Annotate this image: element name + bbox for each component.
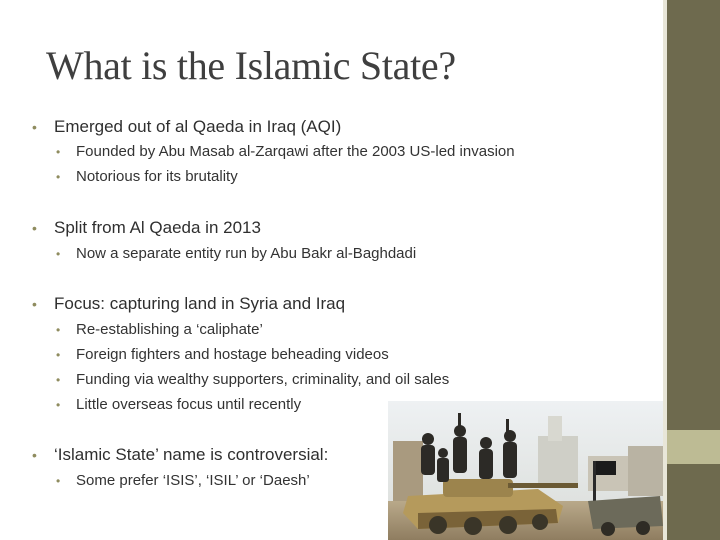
slide-title: What is the Islamic State? xyxy=(46,43,456,88)
sub-text: Founded by Abu Masab al-Zarqawi after the 2003 US-led invasion xyxy=(76,143,515,160)
photo-illustration xyxy=(388,401,663,540)
bullet-3-sub-4 xyxy=(56,396,301,413)
side-accent-block xyxy=(667,430,720,464)
sub-text: Funding via wealthy supporters, criminality, and oil sales xyxy=(76,371,450,388)
sub-text: Some prefer ‘ISIS’, ‘ISIL’ or ‘Daesh’ xyxy=(76,472,310,489)
bullet-3-sub-3 xyxy=(56,371,449,388)
sub-text: Foreign fighters and hostage beheading videos xyxy=(76,346,389,363)
bullet-4-text: ‘Islamic State’ name is controversial: xyxy=(54,445,329,464)
bullet-icon: • xyxy=(56,474,61,488)
sub-text: Notorious for its brutality xyxy=(76,168,238,185)
bullet-4-sub-1 xyxy=(56,472,310,489)
bullet-2-text: Split from Al Qaeda in 2013 xyxy=(54,218,261,237)
bullet-icon: • xyxy=(32,220,37,236)
bullet-icon: • xyxy=(56,145,61,159)
sub-text: Re-establishing a ‘caliphate’ xyxy=(76,321,263,338)
bullet-3-sub-2 xyxy=(56,346,389,363)
bullet-1 xyxy=(32,117,341,137)
bullet-3-text: Focus: capturing land in Syria and Iraq xyxy=(54,294,346,313)
bullet-2-sub-1 xyxy=(56,245,416,262)
bullet-icon: • xyxy=(32,447,37,463)
bullet-icon: • xyxy=(56,170,61,184)
bullet-3-sub-1 xyxy=(56,321,263,338)
bullet-icon: • xyxy=(32,119,37,135)
bullet-4 xyxy=(32,445,328,465)
bullet-icon: • xyxy=(32,296,37,312)
sub-text: Now a separate entity run by Abu Bakr al-Baghdadi xyxy=(76,245,417,262)
photo-armored-vehicle xyxy=(388,401,663,540)
bullet-2 xyxy=(32,218,261,238)
bullet-1-sub-1 xyxy=(56,143,515,160)
sub-text: Little overseas focus until recently xyxy=(76,396,302,413)
bullet-icon: • xyxy=(56,247,61,261)
bullet-icon: • xyxy=(56,348,61,362)
bullet-icon: • xyxy=(56,323,61,337)
bullet-1-sub-2 xyxy=(56,168,238,185)
bullet-icon: • xyxy=(56,373,61,387)
bullet-1-text: Emerged out of al Qaeda in Iraq (AQI) xyxy=(54,117,342,136)
bullet-3 xyxy=(32,294,345,314)
bullet-icon: • xyxy=(56,398,61,412)
